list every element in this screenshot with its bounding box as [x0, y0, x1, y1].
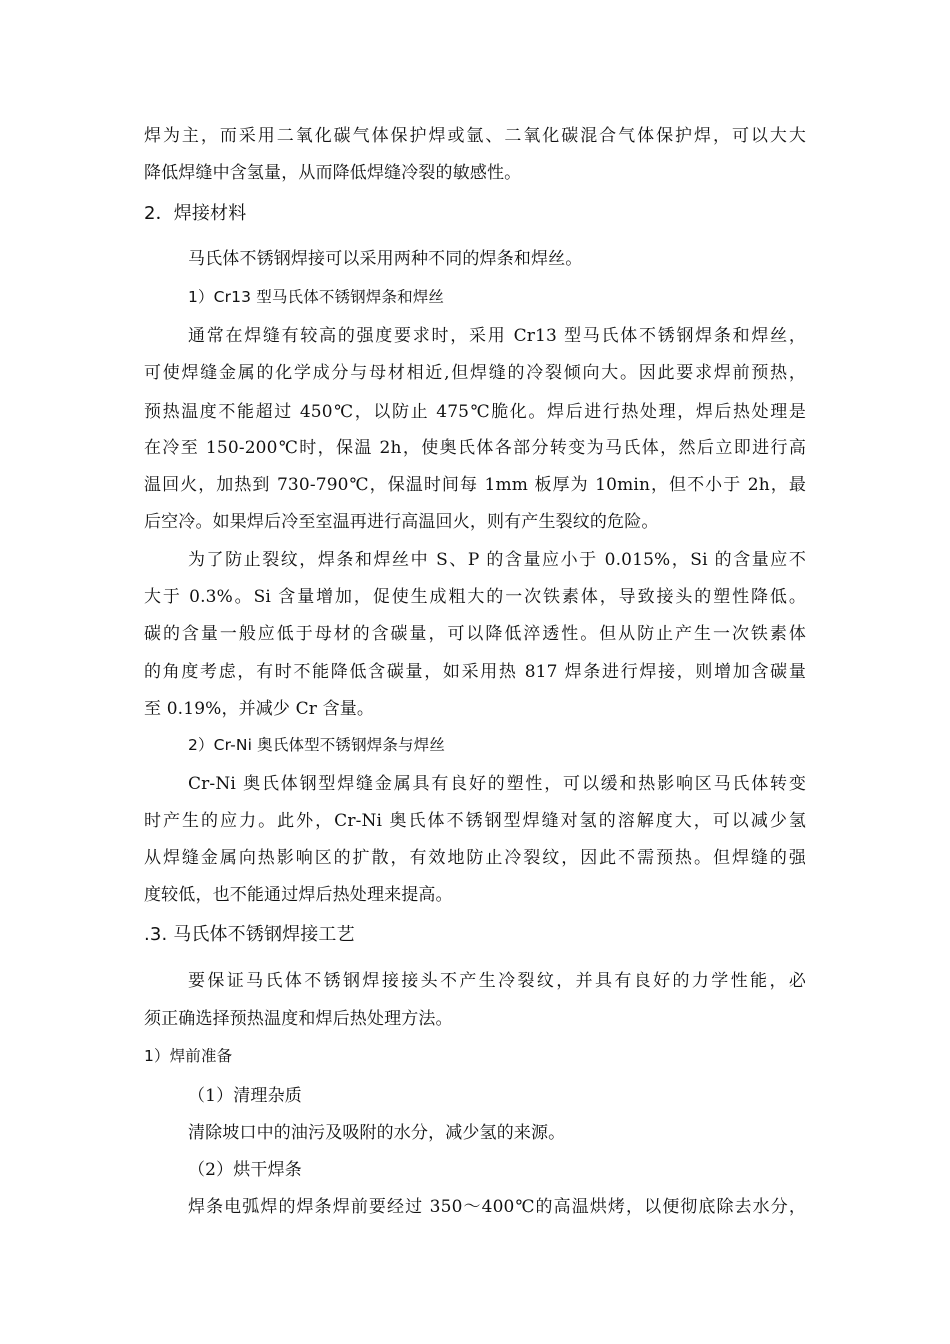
- subsection-heading: 1）Cr13 型马氏体不锈钢焊条和焊丝: [188, 288, 445, 306]
- paragraph-line: 至 0.19%，并减少 Cr 含量。: [144, 699, 375, 719]
- paragraph-line: 后空冷。如果焊后冷至室温再进行高温回火，则有产生裂纹的危险。: [144, 512, 659, 532]
- paragraph-line: 度较低，也不能通过焊后热处理来提高。: [144, 885, 453, 905]
- paragraph-line: 大于 0.3%。Si 含量增加，促使生成粗大的一次铁素体，导致接头的塑性降低。: [144, 587, 806, 607]
- paragraph-line: 须正确选择预热温度和焊后热处理方法。: [144, 1009, 453, 1029]
- paragraph-line: 焊为主，而采用二氧化碳气体保护焊或氩、二氧化碳混合气体保护焊，可以大大: [144, 126, 806, 146]
- paragraph-line: 温回火，加热到 730-790℃，保温时间每 1mm 板厚为 10min，但不小于 2h，最: [144, 475, 806, 495]
- paragraph-line: 为了防止裂纹，焊条和焊丝中 S、P 的含量应小于 0.015%，Si 的含量应不: [188, 550, 806, 570]
- paragraph-line: 可使焊缝金属的化学成分与母材相近,但焊缝的冷裂倾向大。因此要求焊前预热，: [144, 363, 806, 383]
- paragraph-line: 马氏体不锈钢焊接可以采用两种不同的焊条和焊丝。: [188, 249, 583, 269]
- paragraph-line: 清除坡口中的油污及吸附的水分，减少氢的来源。: [188, 1123, 566, 1143]
- paragraph-line: 时产生的应力。此外，Cr-Ni 奥氏体不锈钢型焊缝对氢的溶解度大，可以减少氢: [144, 811, 806, 831]
- section-heading: .3. 马氏体不锈钢焊接工艺: [144, 924, 355, 945]
- item-heading: （2）烘干焊条: [188, 1160, 302, 1180]
- paragraph-line: 降低焊缝中含氢量，从而降低焊缝冷裂的敏感性。: [144, 163, 522, 183]
- paragraph-line: 焊条电弧焊的焊条焊前要经过 350～400℃的高温烘烤，以便彻底除去水分，: [188, 1197, 806, 1217]
- paragraph-line: 要保证马氏体不锈钢焊接接头不产生冷裂纹，并具有良好的力学性能，必: [188, 971, 806, 991]
- paragraph-line: 碳的含量一般应低于母材的含碳量，可以降低淬透性。但从防止产生一次铁素体: [144, 624, 806, 644]
- section-heading: 2．焊接材料: [144, 203, 247, 224]
- subsection-heading: 2）Cr-Ni 奥氏体型不锈钢焊条与焊丝: [188, 736, 445, 754]
- paragraph-line: 预热温度不能超过 450℃，以防止 475℃脆化。焊后进行热处理，焊后热处理是: [144, 402, 806, 422]
- subsection-heading: 1）焊前准备: [144, 1047, 233, 1065]
- paragraph-line: 的角度考虑，有时不能降低含碳量，如采用热 817 焊条进行焊接，则增加含碳量: [144, 662, 806, 682]
- item-heading: （1）清理杂质: [188, 1086, 302, 1106]
- paragraph-line: Cr-Ni 奥氏体钢型焊缝金属具有良好的塑性，可以缓和热影响区马氏体转变: [188, 774, 806, 794]
- paragraph-line: 通常在焊缝有较高的强度要求时，采用 Cr13 型马氏体不锈钢焊条和焊丝，: [188, 326, 806, 346]
- paragraph-line: 从焊缝金属向热影响区的扩散，有效地防止冷裂纹，因此不需预热。但焊缝的强: [144, 848, 806, 868]
- paragraph-line: 在冷至 150-200℃时，保温 2h，使奥氏体各部分转变为马氏体，然后立即进行高: [144, 438, 806, 458]
